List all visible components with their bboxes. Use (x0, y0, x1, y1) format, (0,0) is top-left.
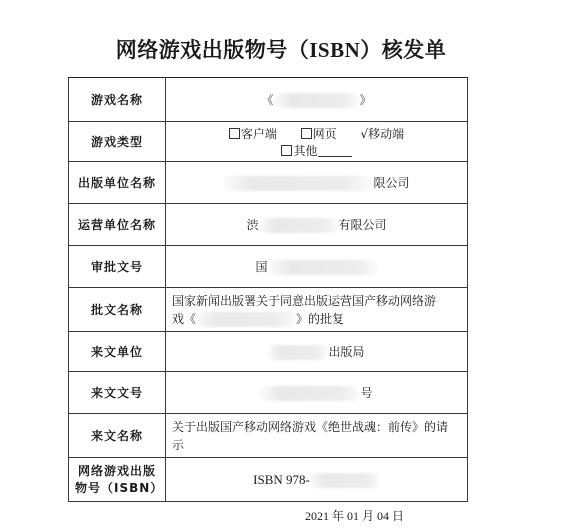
label-approval-name: 批文名称 (69, 288, 166, 332)
value-approval-name: 国家新闻出版署关于同意出版运营国产移动网络游 戏《 》的批复 (166, 288, 468, 332)
row-source-name (69, 414, 468, 458)
redacted-block (223, 176, 373, 191)
redacted-block (268, 260, 378, 275)
row-source-no (69, 372, 468, 414)
label-approval-no: 审批文号 (69, 246, 166, 288)
blank-line (318, 146, 352, 157)
document-title: 网络游戏出版物号（ISBN）核发单 (115, 37, 447, 62)
label-operator: 运营单位名称 (69, 204, 166, 246)
redacted-block (259, 218, 339, 233)
row-isbn (69, 458, 468, 502)
isbn-approval-form (68, 77, 468, 502)
row-source-unit (69, 332, 468, 372)
value-source-unit: 出版局 (166, 332, 468, 372)
row-approval-name (69, 288, 468, 332)
option-other: 其他 (281, 142, 351, 159)
option-client: 客户端 (229, 125, 277, 142)
value-source-name: 关于出版国产移动网络游戏《绝世战魂：前传》的请 示 (166, 414, 468, 458)
label-source-no: 来文文号 (69, 372, 166, 414)
checkbox-icon (301, 128, 312, 139)
label-source-name: 来文名称 (69, 414, 166, 458)
row-publisher (69, 162, 468, 204)
option-web: 网页 (301, 125, 337, 142)
label-game-type: 游戏类型 (69, 122, 166, 162)
redacted-block (268, 345, 328, 360)
row-operator (69, 204, 468, 246)
value-game-type (166, 122, 468, 162)
issue-date: 2021 年 01 月 04 日 (305, 509, 405, 523)
option-mobile: √移动端 (360, 126, 405, 141)
redacted-block (260, 386, 360, 401)
checkbox-icon (229, 128, 240, 139)
row-approval-no (69, 246, 468, 288)
row-game-name (69, 78, 468, 122)
redacted-block (310, 473, 380, 488)
label-source-unit: 来文单位 (69, 332, 166, 372)
value-approval-no: 国 (166, 246, 468, 288)
value-publisher: 限公司 (166, 162, 468, 204)
checkbox-icon (281, 145, 292, 156)
label-publisher: 出版单位名称 (69, 162, 166, 204)
value-operator: 渋 有限公司 (166, 204, 468, 246)
value-isbn: ISBN 978- (166, 458, 468, 502)
label-game-name: 游戏名称 (69, 78, 166, 122)
value-source-no: 号 (166, 372, 468, 414)
label-isbn: 网络游戏出版 物号（ISBN） (69, 458, 166, 502)
checkmark-icon: √ (360, 126, 369, 141)
row-game-type (69, 122, 468, 162)
value-game-name: 《 》 (166, 78, 468, 122)
redacted-block (196, 312, 296, 327)
redacted-block (274, 93, 360, 108)
